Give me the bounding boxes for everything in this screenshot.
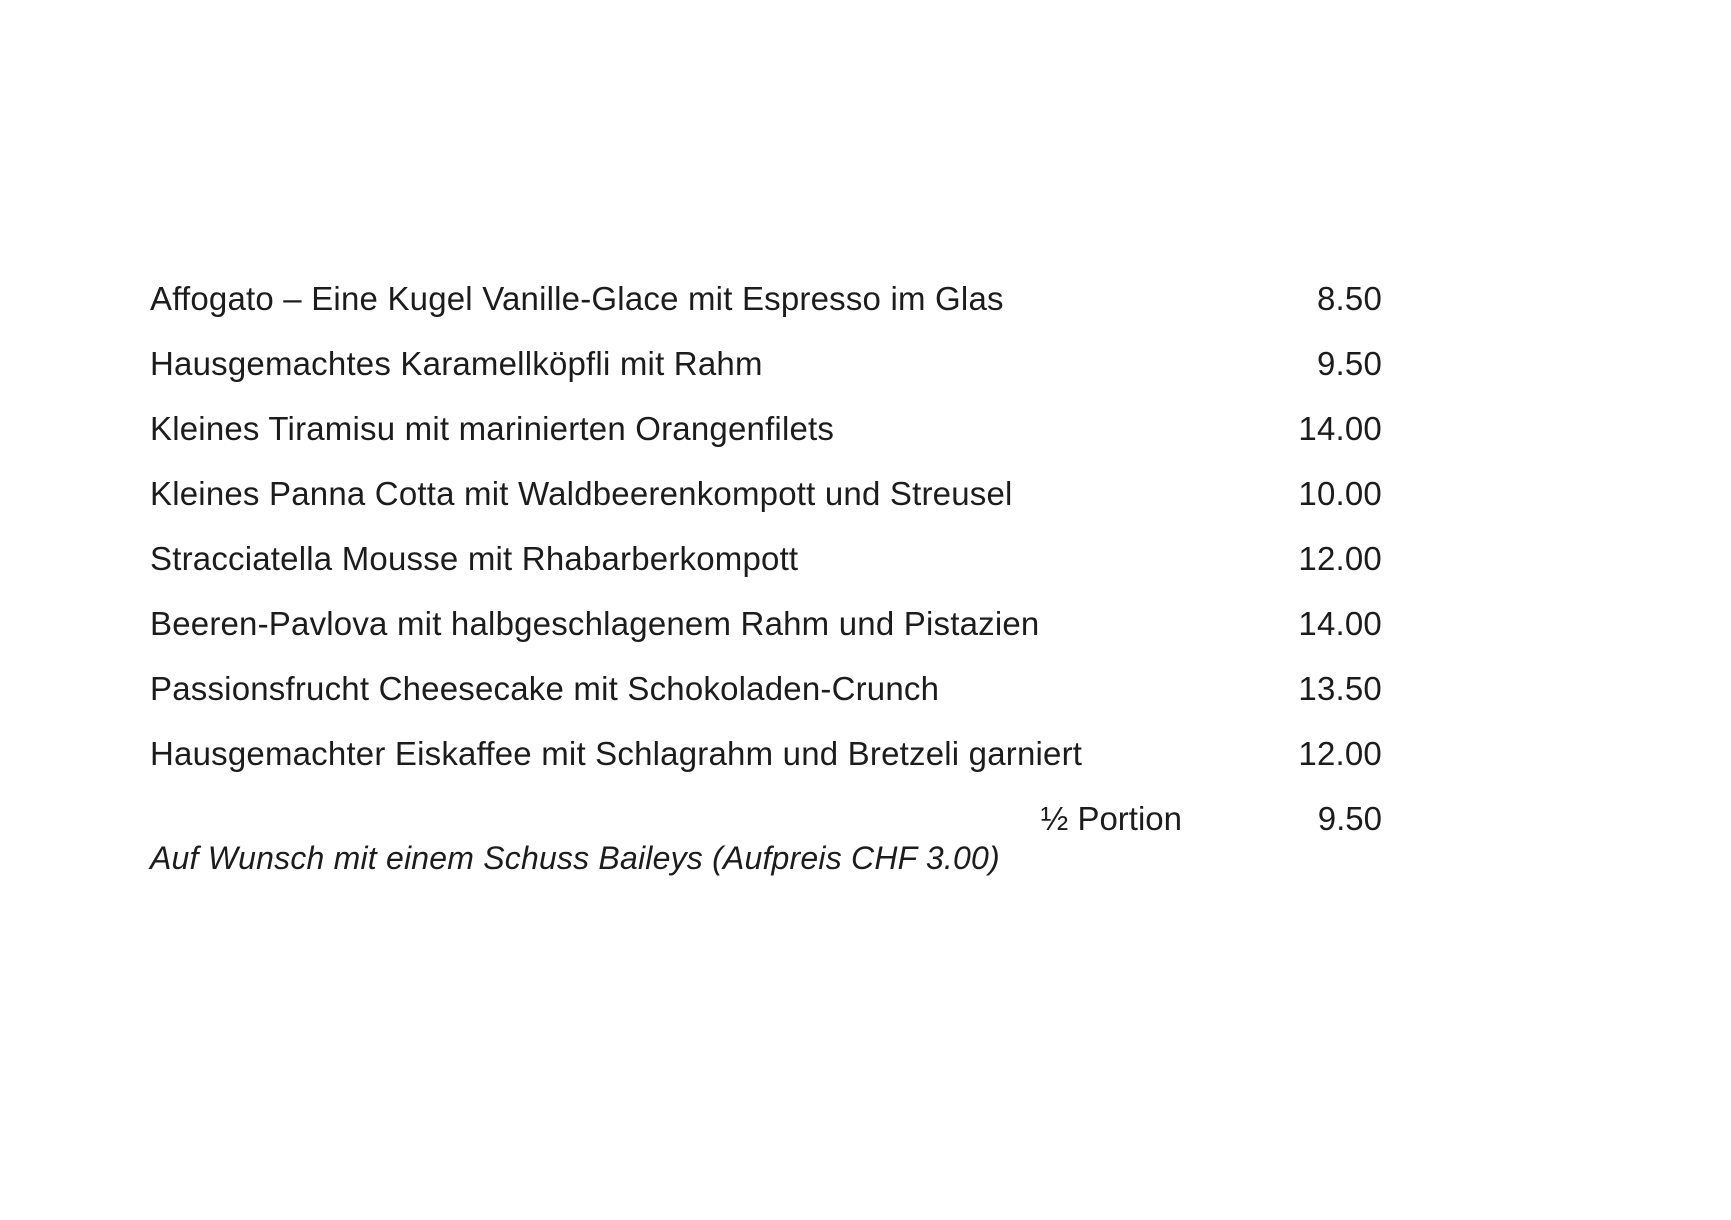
menu-item-name: Hausgemachtes Karamellköpfli mit Rahm bbox=[150, 345, 763, 382]
menu-item-name: Kleines Panna Cotta mit Waldbeerenkompott und Streusel bbox=[150, 475, 1013, 512]
menu-item-price: 8.50 bbox=[1316, 280, 1382, 317]
menu-item-row bbox=[150, 282, 1382, 316]
menu-item-row bbox=[150, 542, 1382, 576]
menu-item-name: Kleines Tiramisu mit marinierten Orangenfilets bbox=[150, 410, 835, 447]
half-portion-label: ½ Portion bbox=[1040, 800, 1182, 837]
menu-item-name: Affogato – Eine Kugel Vanille-Glace mit Espresso im Glas bbox=[150, 280, 1004, 317]
menu-item-row bbox=[150, 672, 1382, 706]
menu-item-row bbox=[150, 412, 1382, 446]
menu-item-price: 12.00 bbox=[1298, 540, 1382, 577]
menu-item-name: Beeren-Pavlova mit halbgeschlagenem Rahm und Pistazien bbox=[150, 605, 1040, 642]
menu-item-price: 9.50 bbox=[1316, 345, 1382, 382]
menu-item-price: 10.00 bbox=[1298, 475, 1382, 512]
menu-item-row bbox=[150, 347, 1382, 381]
menu-item-row bbox=[150, 737, 1382, 771]
baileys-note: Auf Wunsch mit einem Schuss Baileys (Aufpreis CHF 3.00) bbox=[150, 840, 1000, 876]
dessert-menu-list bbox=[150, 282, 1382, 875]
menu-item-name: Passionsfrucht Cheesecake mit Schokoladen-Crunch bbox=[150, 670, 940, 707]
menu-item-price: 12.00 bbox=[1298, 735, 1382, 772]
menu-item-row bbox=[150, 607, 1382, 641]
half-portion-price: 9.50 bbox=[1317, 800, 1382, 837]
menu-item-name: Stracciatella Mousse mit Rhabarberkompott bbox=[150, 540, 799, 577]
menu-item-row bbox=[150, 477, 1382, 511]
menu-item-price: 13.50 bbox=[1298, 670, 1382, 707]
menu-item-price: 14.00 bbox=[1298, 410, 1382, 447]
half-portion-row bbox=[150, 802, 1382, 836]
menu-item-price: 14.00 bbox=[1298, 605, 1382, 642]
menu-item-name: Hausgemachter Eiskaffee mit Schlagrahm und Bretzeli garniert bbox=[150, 735, 1083, 772]
